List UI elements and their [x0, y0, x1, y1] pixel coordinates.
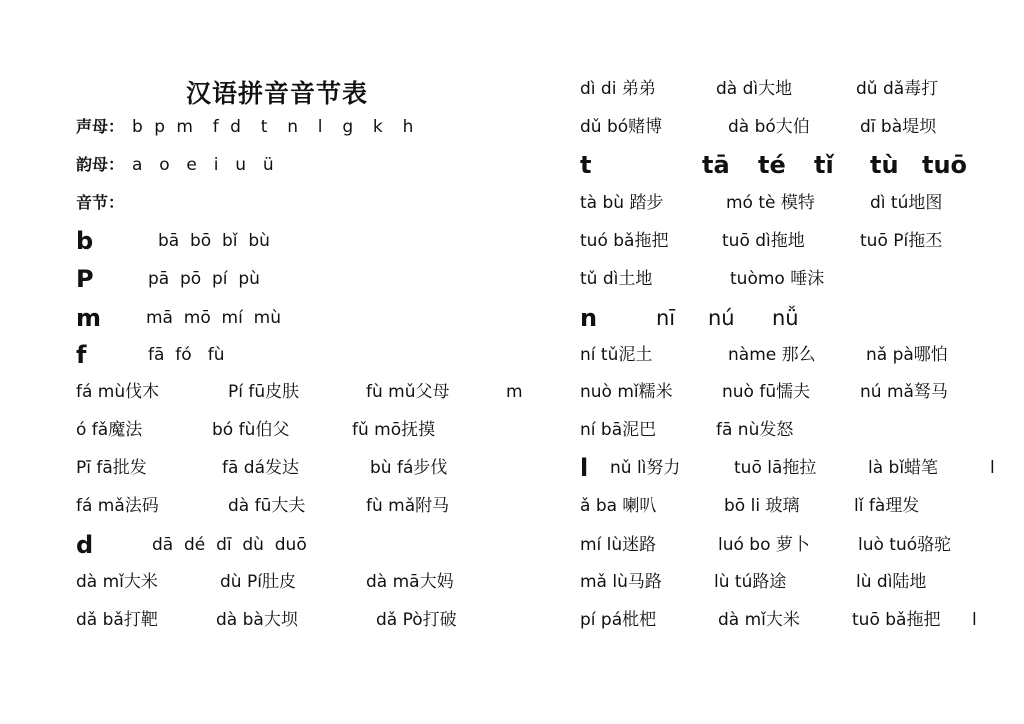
word-item: mǎ lù马路 [580, 572, 662, 592]
word-row [580, 605, 1010, 635]
word-item: m [506, 382, 523, 402]
word-row [580, 567, 1010, 597]
syllable-list: dā dé dī dù duō [152, 535, 307, 555]
word-row [580, 112, 1010, 142]
word-item: nǔ lì努力 [610, 458, 681, 478]
word-item: fù mǎ附马 [366, 496, 450, 516]
word-item: fù mǔ父母 [366, 382, 450, 402]
initial-m-row [76, 303, 536, 333]
word-item: fá mù伐木 [76, 382, 160, 402]
word-item: mó tè 模特 [726, 193, 815, 213]
word-item: lǐ fà理发 [854, 496, 920, 516]
word-row [580, 491, 1010, 521]
yinjie-label: 音节： [76, 193, 125, 212]
word-item: dà mǐ大米 [718, 610, 800, 630]
word-item: bó fù伯父 [212, 420, 290, 440]
yinjie-row [76, 188, 276, 218]
word-item: fá mǎ法码 [76, 496, 159, 516]
initial-t-row [580, 150, 1010, 184]
syllable-item: tā [702, 151, 730, 179]
word-item: fā nù发怒 [716, 420, 794, 440]
initial-letter: n [580, 304, 598, 332]
word-item: lù tú路途 [714, 572, 787, 592]
word-item: dǎ bǎ打靶 [76, 610, 158, 630]
word-item: bù fá步伐 [370, 458, 448, 478]
syllable-item: nú [708, 306, 735, 330]
word-item: ní tǔ泥土 [580, 345, 653, 365]
word-item: dà mǐ大米 [76, 572, 158, 592]
word-row [580, 264, 1010, 294]
word-item: fǔ mō抚摸 [352, 420, 436, 440]
syllable-item: tù [870, 151, 899, 179]
word-item: dù Pí肚皮 [220, 572, 296, 592]
shengmu-list: b p m f d t n l g k h [132, 117, 417, 137]
word-item: nàme 那么 [728, 345, 816, 365]
shengmu-row [76, 112, 536, 142]
word-item: tuō dì拖地 [722, 231, 805, 251]
word-item: là bǐ蜡笔 [868, 458, 939, 478]
initial-d-row [76, 530, 536, 560]
syllable-item: tǐ [814, 151, 834, 179]
syllable-item: tuō [922, 151, 968, 179]
word-item: bō li 玻璃 [724, 496, 800, 516]
syllable-list: fā fó fù [148, 345, 225, 365]
initial-p-row [76, 264, 536, 294]
initial-f-row [76, 340, 536, 370]
syllable-item: nī [656, 306, 676, 330]
word-item: tuō lā拖拉 [734, 458, 817, 478]
word-item: ǎ ba 喇叭 [580, 496, 657, 516]
word-item: tuòmo 唾沫 [730, 269, 825, 289]
word-item: dà mā大妈 [366, 572, 454, 592]
word-row [580, 377, 1010, 407]
word-item: nú mǎ驽马 [860, 382, 948, 402]
initial-letter: m [76, 304, 102, 332]
word-row [76, 567, 536, 597]
word-item: dǔ bó赌博 [580, 117, 663, 137]
word-item: l [972, 610, 977, 630]
word-item: dì di 弟弟 [580, 79, 656, 99]
initial-letter: f [76, 341, 87, 369]
word-item: dà bó大伯 [728, 117, 810, 137]
word-item: ó fǎ魔法 [76, 420, 143, 440]
word-item: tuó bǎ拖把 [580, 231, 669, 251]
yunmu-list: a o e i u ü [132, 155, 276, 175]
syllable-item: nǚ [772, 306, 799, 330]
initial-letter: P [76, 265, 94, 293]
initial-letter: l [580, 454, 589, 482]
page-title: 汉语拼音音节表 [186, 79, 369, 108]
word-row [76, 453, 536, 483]
word-row [580, 74, 1010, 104]
word-item: dà fū大夫 [228, 496, 306, 516]
initial-letter: t [580, 151, 592, 179]
word-item: dà dì大地 [716, 79, 793, 99]
word-item: ní bā泥巴 [580, 420, 657, 440]
yunmu-row [76, 150, 536, 180]
initial-b-row [76, 226, 536, 256]
syllable-list: pā pō pí pù [148, 269, 260, 289]
word-row [76, 415, 536, 445]
initial-letter: d [76, 531, 94, 559]
word-item: nuò fū懦夫 [722, 382, 811, 402]
syllable-list: mā mō mí mù [146, 308, 281, 328]
word-item: luò tuó骆驼 [858, 535, 952, 555]
syllable-list: bā bō bǐ bù [158, 231, 270, 251]
word-row [76, 605, 536, 635]
word-item: tuō Pí拖丕 [860, 231, 943, 251]
word-item: dà bà大坝 [216, 610, 298, 630]
word-item: fā dá发达 [222, 458, 300, 478]
word-item: Pí fū皮肤 [228, 382, 300, 402]
word-item: l [990, 458, 995, 478]
word-item: pí pá枇杷 [580, 610, 657, 630]
word-item: nuò mǐ糯米 [580, 382, 673, 402]
syllable-item: té [758, 151, 786, 179]
word-item: Pī fā批发 [76, 458, 147, 478]
word-row [580, 530, 1010, 560]
initial-l-row [580, 453, 1010, 483]
initial-n-row [580, 303, 1010, 337]
word-row [76, 377, 536, 407]
word-item: dǔ dǎ毒打 [856, 79, 939, 99]
word-item: tǔ dì土地 [580, 269, 653, 289]
word-row [580, 340, 1010, 370]
word-row [580, 188, 1010, 218]
word-row [580, 415, 1010, 445]
shengmu-label: 声母： [76, 117, 125, 136]
initial-letter: b [76, 227, 94, 255]
word-item: tà bù 踏步 [580, 193, 664, 213]
word-item: lù dì陆地 [856, 572, 927, 592]
word-row [580, 226, 1010, 256]
word-item: nǎ pà哪怕 [866, 345, 948, 365]
word-row [76, 491, 536, 521]
word-item: dī bà堤坝 [860, 117, 937, 137]
word-item: dǎ Pò打破 [376, 610, 457, 630]
word-item: luó bo 萝卜 [718, 535, 810, 555]
word-item: tuō bǎ拖把 [852, 610, 941, 630]
word-item: dì tú地图 [870, 193, 943, 213]
yunmu-label: 韵母： [76, 155, 125, 174]
word-item: mí lù迷路 [580, 535, 657, 555]
